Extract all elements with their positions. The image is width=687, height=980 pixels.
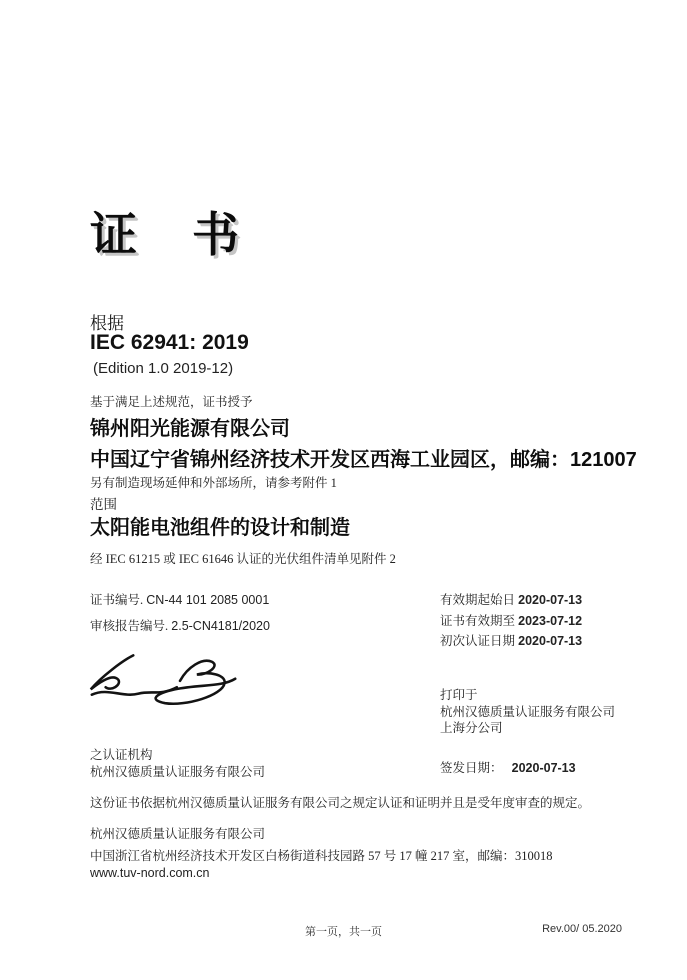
first-cert-date: 2020-07-13 bbox=[518, 634, 583, 648]
certification-body-suffix: 之认证机构 bbox=[90, 748, 153, 762]
scope-label: 范围 bbox=[90, 497, 117, 512]
printed-company: 杭州汉德质量认证服务有限公司 bbox=[440, 704, 616, 719]
first-cert-label: 初次认证日期 bbox=[440, 634, 516, 648]
printed-branch: 上海分公司 bbox=[440, 721, 503, 735]
certification-body-name: 杭州汉德质量认证服务有限公司 bbox=[90, 765, 266, 779]
certified-company-name: 锦州阳光能源有限公司 bbox=[90, 418, 290, 440]
valid-from-row bbox=[440, 590, 582, 611]
issuer-address: 中国浙江省杭州经济技术开发区白杨街道科技园路 57 号 17 幢 217 室，邮编：310018 bbox=[90, 849, 553, 863]
site-extension-note: 另有制造现场延伸和外部场所，请参考附件 1 bbox=[90, 476, 337, 490]
annex-note: 经 IEC 61215 或 IEC 61646 认证的光伏组件清单见附件 2 bbox=[90, 552, 396, 566]
issue-date-value: 2020-07-13 bbox=[511, 761, 576, 775]
signature bbox=[78, 648, 248, 718]
cert-number-value: CN-44 101 2085 0001 bbox=[146, 593, 270, 607]
valid-from-date: 2020-07-13 bbox=[518, 593, 583, 607]
according-to-label: 根据 bbox=[90, 314, 124, 333]
revision-label: Rev.00/ 05.2020 bbox=[542, 923, 622, 935]
scope-text: 太阳能电池组件的设计和制造 bbox=[90, 517, 350, 539]
page-number: 第一页，共一页 bbox=[305, 926, 382, 938]
valid-until-row bbox=[440, 611, 582, 632]
certified-company-address: 中国辽宁省锦州经济技术开发区西海工业园区，邮编：121007 bbox=[90, 449, 637, 471]
audit-report-label: 审核报告编号. bbox=[90, 619, 169, 633]
certificate-title: 证 书 bbox=[90, 210, 243, 262]
validity-block bbox=[440, 590, 582, 652]
standard-code: IEC 62941: 2019 bbox=[90, 331, 249, 354]
first-cert-row bbox=[440, 631, 582, 652]
printed-at-label: 打印于 bbox=[440, 688, 478, 702]
standard-edition: (Edition 1.0 2019-12) bbox=[93, 360, 234, 377]
cert-number-block bbox=[90, 590, 270, 634]
cert-number-row bbox=[90, 590, 270, 608]
issue-date-label: 签发日期： bbox=[440, 761, 503, 775]
issue-date-row bbox=[440, 758, 576, 776]
printed-at-block bbox=[440, 687, 615, 737]
issuer-website: www.tuv-nord.com.cn bbox=[90, 866, 210, 880]
disclaimer-text: 这份证书依据杭州汉德质量认证服务有限公司之规定认证和证明并且是受年度审查的规定。 bbox=[90, 796, 591, 810]
issuer-company: 杭州汉德质量认证服务有限公司 bbox=[90, 827, 266, 841]
grant-statement: 基于满足上述规范，证书授予 bbox=[90, 395, 253, 409]
valid-until-date: 2023-07-12 bbox=[518, 613, 583, 628]
audit-report-row bbox=[90, 616, 270, 634]
valid-until-label: 证书有效期至 bbox=[440, 613, 516, 628]
cert-number-label: 证书编号. bbox=[90, 593, 144, 607]
audit-report-value: 2.5-CN4181/2020 bbox=[171, 619, 270, 633]
valid-from-label: 有效期起始日 bbox=[440, 593, 516, 607]
